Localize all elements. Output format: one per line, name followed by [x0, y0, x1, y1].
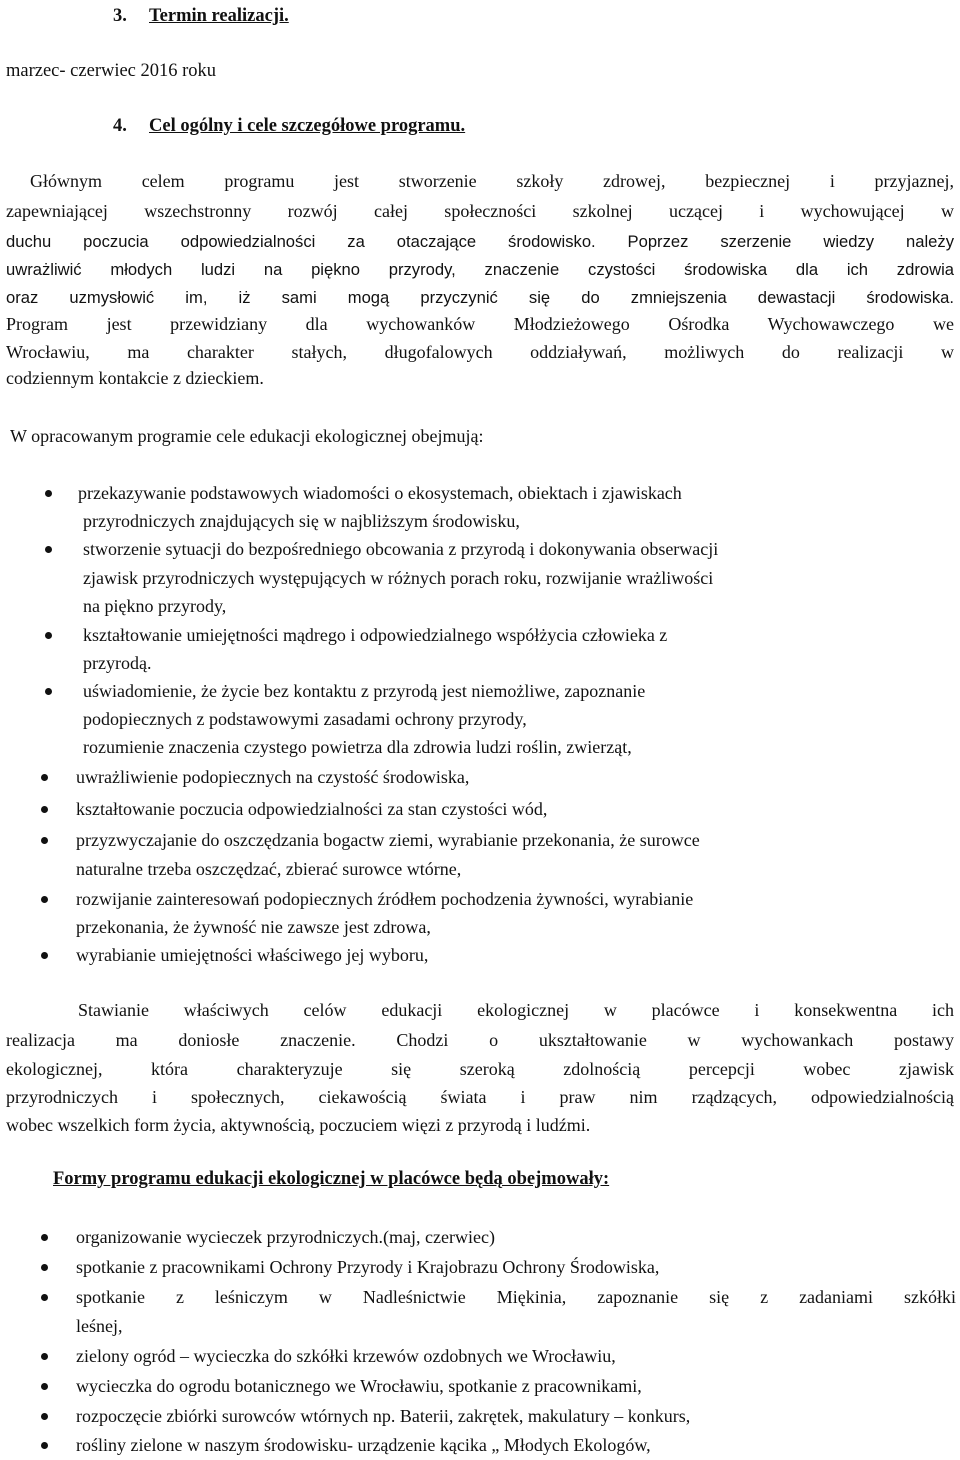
bullet-icon: [41, 952, 48, 959]
bullet-icon: [41, 774, 48, 781]
bullet-icon: [41, 1413, 48, 1420]
section-3-heading: [113, 5, 289, 27]
paragraph-line: Stawianie właściwych celów edukacji ekologicznej w placówce i konsekwentna ich: [78, 1000, 954, 1020]
bullet-icon: [41, 806, 48, 813]
bullet-icon: [45, 490, 52, 497]
paragraph-line: [6, 226, 954, 256]
paragraph-line: realizacja ma doniosłe znaczenie. Chodzi o ukształtowanie w wychowankach postawy: [6, 1030, 954, 1050]
forms-heading: Formy programu edukacji ekologicznej w placówce będą obejmowały:: [53, 1169, 610, 1189]
paragraph-line: codziennym kontakcie z dzieckiem.: [6, 368, 264, 388]
section-4-heading: [113, 115, 465, 137]
bullet-icon: [45, 632, 52, 639]
paragraph-line: uwrażliwić młodych ludzi na piękno przyrody, znaczenie czystości środowiska dla ich zdrowia: [6, 260, 954, 279]
paragraph-line: Głównym celem programu jest stworzenie szkoły zdrowej, bezpiecznej i przyjaznej,: [30, 171, 954, 191]
bullet-icon: [41, 1383, 48, 1390]
bullet-icon: [41, 1264, 48, 1271]
paragraph-line: ekologicznej, która charakteryzuje się szeroką zdolnością percepcji wobec zjawisk: [6, 1059, 954, 1079]
paragraph-line: Program jest przewidziany dla wychowanków Młodzieżowego Ośrodka Wychowawczego we: [6, 314, 954, 334]
paragraph-line: przyrodniczych i społecznych, ciekawością świata i praw nim rządzących, odpowiedzialnością: [6, 1087, 954, 1107]
goals-intro: W opracowanym programie cele edukacji ekologicznej obejmują:: [10, 426, 484, 446]
bullet-icon: [45, 688, 52, 695]
bullet-icon: [41, 1294, 48, 1301]
bullet-icon: [45, 546, 52, 553]
paragraph-line-sans: duchu poczucia odpowiedzialności za otaczające środowisko.: [6, 232, 596, 251]
timeframe-text: marzec- czerwiec 2016 roku: [6, 61, 217, 81]
paragraph-line: Wrocławiu, ma charakter stałych, długofalowych oddziaływań, możliwych do realizacji w: [6, 342, 954, 362]
bullet-icon: [41, 1234, 48, 1241]
bullet-icon: [41, 1353, 48, 1360]
bullet-icon: [41, 1442, 48, 1449]
section-3-title: Termin realizacji.: [149, 6, 289, 26]
bullet-icon: [41, 837, 48, 844]
bullet-icon: [41, 896, 48, 903]
paragraph-line: oraz uzmysłowić im, iż sami mogą przyczynić się do zmniejszenia dewastacji środowiska.: [6, 288, 954, 307]
document-page: 3. Termin realizacji. marzec- czerwiec 2016 roku 4. Cel ogólny i cele szczegółowe programu. Głównym celem programu jest stworzenie szkoły zdrowej, bezpiecznej i przyjaznej, zapewniającej wszechstronny rozwój całej społeczności szkolnej uczącej i wychowującej w duchu poczucia odpowiedzialności za otaczające środowisko. Poprzez szerzenie wiedzy należy uwrażliwić młodych ludzi na piękno przyrody, znaczenie czystości środowiska dla ich zdrowia oraz uzmysłowić im, iż sami mogą przyczynić się do zmniejszenia dewastacji środowiska. Program jest przewidziany dla wychowanków Młodzieżowego Ośrodka Wychowawczego we Wrocławiu, ma charakter stałych, długofalowych oddziaływań, możliwych do realizacji w codziennym kontakcie z dzieckiem. W opracowanym programie cele edukacji ekologicznej obejmują: przekazywanie podstawowych wiadomości o ekosystemach, obiektach i zjawiskach przyrodniczych znajdujących się w najbliższym środowisku, stworzenie sytuacji do bezpośredniego obcowania z przyrodą i dokonywania obserwacji zjawisk przyrodniczych występujących w różnych porach roku, rozwijanie wrażliwości na piękno przyrody, kształtowanie umiejętności mądrego i odpowiedzialnego współżycia człowieka z przyrodą. uświadomienie, że życie bez kontaktu z przyrodą jest niemożliwe, zapoznanie podopiecznych z podstawowymi zasadami ochrony przyrody, rozumienie znaczenia czystego powietrza dla zdrowia ludzi roślin, zwierząt, uwrażliwienie podopiecznych na czystość środowiska, kształtowanie poczucia odpowiedzialności za stan czystości wód, przyzwyczajanie do oszczędzania bogactw ziemi, wyrabianie przekonania, że surowce naturalne trzeba oszczędzać, zbierać surowce wtórne, rozwijanie zainteresowań podopiecznych źródłem pochodzenia żywności, wyrabianie przekonania, że żywność nie zawsze jest zdrowa, wyrabianie umiejętności właściwego jej wyboru, Stawianie właściwych celów edukacji ekologicznej w placówce i konsekwentna ich realizacja ma doniosłe znaczenie. Chodzi o ukształtowanie w wychowankach postawy ekologicznej, która charakteryzuje się szeroką zdolnością percepcji wobec zjawisk przyrodniczych i społecznych, ciekawością świata i praw nim rządzących, odpowiedzialnością wobec wszelkich form życia, aktywnością, poczuciem więzi z przyrodą i ludźmi. Formy programu edukacji ekologicznej w placówce będą obejmowały: organizowanie wycieczek przyrodniczych.(maj, czerwiec) spotkanie z pracownikami Ochrony Przyrody i Krajobrazu Ochrony Środowiska, spotkanie z leśniczym w Nadleśnictwie Miękinia, zapoznanie się z zadaniami szkółki leśnej, zielony ogród – wycieczka do szkółki krzewów ozdobnych we Wrocławiu, wycieczka do ogrodu botanicznego we Wrocławiu, spotkanie z pracownikami, rozpoczęcie zbiórki surowców wtórnych np. Baterii, zakrętek, makulatury – konkurs, rośliny zielone w naszym środowisku- urządzenie kącika „ Młodych Ekologów,: [6, 6, 956, 1455]
paragraph-line: zapewniającej wszechstronny rozwój całej społeczności szkolnej uczącej i wychowującej w: [6, 201, 954, 221]
paragraph-line-sans: Poprzez szerzenie wiedzy należy: [627, 232, 954, 251]
paragraph-line: wobec wszelkich form życia, aktywnością, poczuciem więzi z przyrodą i ludźmi.: [6, 1115, 591, 1135]
section-4-title: Cel ogólny i cele szczegółowe programu.: [149, 116, 466, 136]
section-4-number: 4.: [113, 116, 127, 136]
section-3-number: 3.: [113, 6, 127, 26]
